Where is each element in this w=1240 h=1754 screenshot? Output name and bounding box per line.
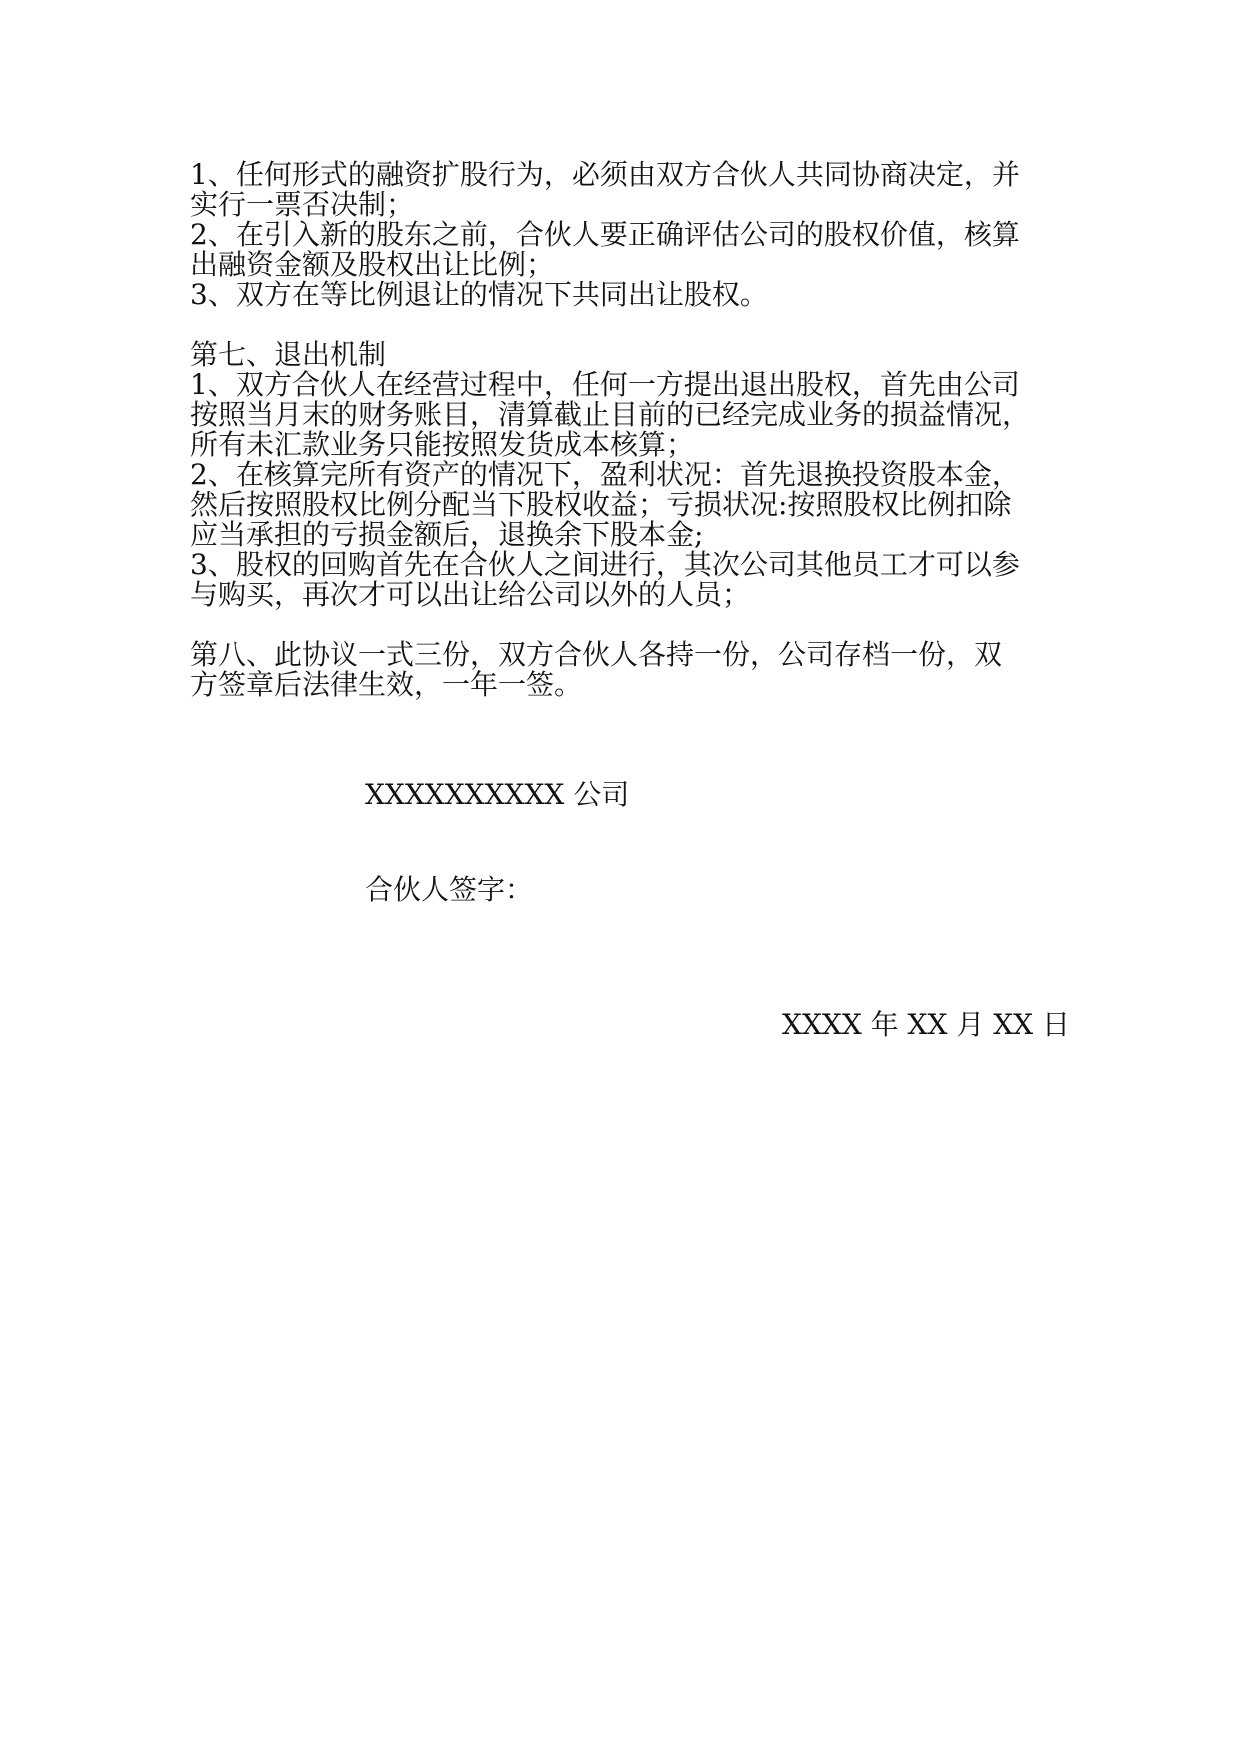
clause-six-line-3: 2、在引入新的股东之前，合伙人要正确评估公司的股权价值，核算 [190, 218, 1020, 251]
document-body [190, 160, 1070, 700]
clause-seven-line-8: 与购买，再次才可以出让给公司以外的人员； [190, 578, 751, 611]
company-name: XXXXXXXXXX 公司 [365, 778, 630, 811]
clause-eight-line-2: 方签章后法律生效，一年一签。 [190, 668, 583, 701]
clause-six-line-4: 出融资金额及股权出让比例； [190, 248, 555, 281]
clause-seven-line-2: 按照当月末的财务账目，清算截止目前的已经完成业务的损益情况， [190, 398, 1031, 431]
signature-label: 合伙人签字： [365, 873, 534, 906]
clause-six-line-2: 实行一票否决制； [190, 188, 415, 221]
clause-six-line-1: 1、任何形式的融资扩股行为，必须由双方合伙人共同协商决定，并 [190, 158, 1020, 191]
clause-seven-line-3: 所有未汇款业务只能按照发货成本核算； [190, 428, 695, 461]
clause-seven-line-1: 1、双方合伙人在经营过程中，任何一方提出退出股权，首先由公司 [190, 368, 1020, 401]
clause-seven-line-6: 应当承担的亏损金额后，退换余下股本金; [190, 518, 704, 551]
clause-eight-line-1: 第八、此协议一式三份，双方合伙人各持一份，公司存档一份，双 [190, 638, 1003, 671]
section-gap [190, 610, 1070, 640]
clause-seven-line-4: 2、在核算完所有资产的情况下，盈利状况：首先退换投资股本金， [190, 458, 1020, 491]
signature-date: XXXX 年 XX 月 XX 日 [782, 1008, 1070, 1041]
clause-six-line-5: 3、双方在等比例退让的情况下共同出让股权。 [190, 278, 768, 311]
section-gap [190, 310, 1070, 340]
clause-seven-line-7: 3、股权的回购首先在合伙人之间进行，其次公司其他员工才可以参 [190, 548, 1020, 581]
clause-seven-title: 第七、退出机制 [190, 338, 387, 371]
clause-seven-line-5: 然后按照股权比例分配当下股权收益；亏损状况:按照股权比例扣除 [190, 488, 1012, 521]
